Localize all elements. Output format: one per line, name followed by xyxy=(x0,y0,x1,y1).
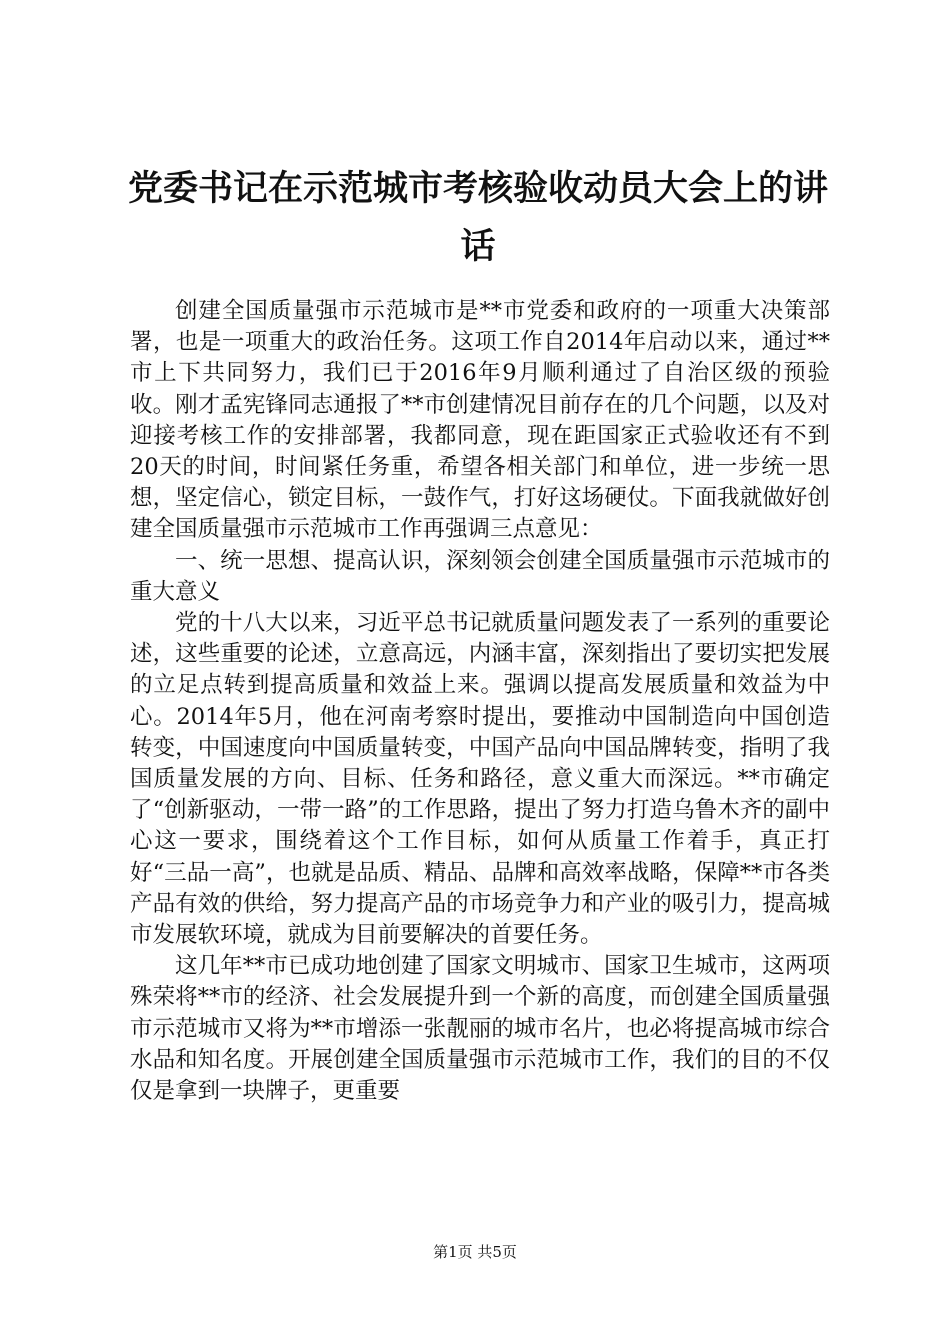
section-heading-1: 一、统一思想、提高认识，深刻领会创建全国质量强市示范城市的重大意义 xyxy=(130,547,830,605)
paragraph-city-honors: 这几年**市已成功地创建了国家文明城市、国家卫生城市，这两项殊荣将**市的经济、社会发展提升到一个新的高度，而创建全国质量强市示范城市又将为**市增添一张靓丽的城市名片，也必将提高城市综合水品和知名度。开展创建全国质量强市示范城市工作，我们的目的不仅仅是拿到一块牌子，更重要 xyxy=(130,953,830,1105)
paragraph-intro: 创建全国质量强市示范城市是**市党委和政府的一项重大决策部署，也是一项重大的政治任务。这项工作自2014年启动以来，通过**市上下共同努力，我们已于2016年9月顺利通过了自治区级的预验收。刚才孟宪锋同志通报了**市创建情况目前存在的几个问题，以及对迎接考核工作的安排部署，我都同意，现在距国家正式验收还有不到20天的时间，时间紧任务重，希望各相关部门和单位，进一步统一思想，坚定信心，锁定目标，一鼓作气，打好这场硬仗。下面我就做好创建全国质量强市示范城市工作再强调三点意见： xyxy=(130,298,830,543)
paragraph-quality-discourse: 党的十八大以来，习近平总书记就质量问题发表了一系列的重要论述，这些重要的论述，立意高远，内涵丰富，深刻指出了要切实把发展的立足点转到提高质量和效益上来。强调以提高发展质量和效益为中心。2014年5月，他在河南考察时提出，要推动中国制造向中国创造转变，中国速度向中国质量转变，中国产品向中国品牌转变，指明了我国质量发展的方向、目标、任务和路径，意义重大而深远。**市确定了“创新驱动，一带一路”的工作思路，提出了努力打造乌鲁木齐的副中心这一要求，围绕着这个工作目标，如何从质量工作着手，真正打好“三品一高”，也就是品质、精品、品牌和高效率战略，保障**市各类产品有效的供给，努力提高产品的市场竞争力和产业的吸引力，提高城市发展软环境，就成为目前要解决的首要任务。 xyxy=(130,610,830,949)
document-body xyxy=(130,296,830,1107)
page-footer: 第1页 共5页 xyxy=(433,1243,517,1261)
document-title: 党委书记在示范城市考核验收动员大会上的讲话 xyxy=(128,168,829,267)
